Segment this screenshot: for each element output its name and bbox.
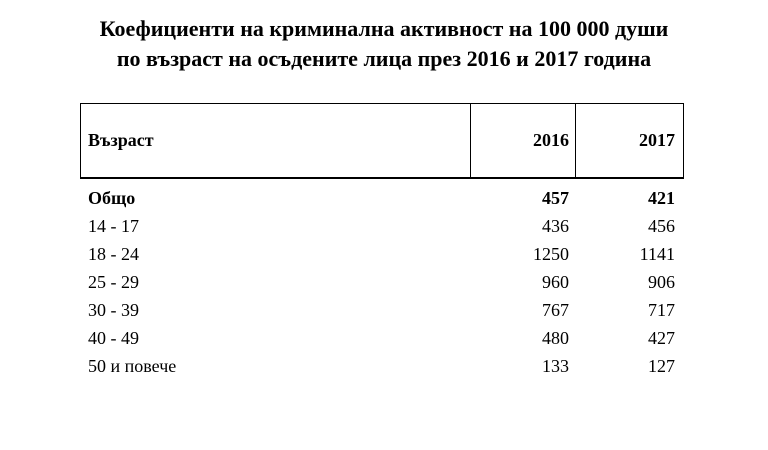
table-row [80, 352, 684, 380]
page-title [0, 14, 768, 74]
table-row-total [80, 184, 684, 212]
table-header [80, 103, 684, 179]
row-value-2017: 1141 [639, 244, 675, 264]
table-row [80, 212, 684, 240]
row-value-2016: 960 [542, 272, 569, 292]
row-value-2016: 133 [542, 356, 569, 376]
table-border-right [683, 104, 684, 177]
row-age: 18 - 24 [88, 244, 139, 264]
row-age: 14 - 17 [88, 216, 139, 236]
row-age: Общо [88, 188, 136, 208]
table-row [80, 240, 684, 268]
row-value-2016: 480 [542, 328, 569, 348]
title-line-1: Коефициенти на криминална активност на 100 000 души [99, 16, 669, 41]
table-row [80, 268, 684, 296]
header-age: Възраст [88, 130, 154, 150]
title-line-2: по възраст на осъдените лица през 2016 и 2017 година [116, 46, 652, 71]
row-value-2016: 767 [542, 300, 569, 320]
row-value-2016: 1250 [533, 244, 569, 264]
table-row [80, 324, 684, 352]
header-2017: 2017 [639, 130, 675, 150]
row-value-2017: 717 [648, 300, 675, 320]
table-border-left [80, 104, 81, 177]
row-age: 25 - 29 [88, 272, 139, 292]
table-body [80, 184, 684, 380]
header-2016: 2016 [533, 130, 569, 150]
row-age: 30 - 39 [88, 300, 139, 320]
row-age: 50 и повече [88, 356, 177, 376]
row-age: 40 - 49 [88, 328, 139, 348]
row-value-2016: 457 [542, 188, 569, 208]
row-value-2017: 421 [648, 188, 675, 208]
row-value-2017: 127 [648, 356, 675, 376]
row-value-2017: 906 [648, 272, 675, 292]
row-value-2017: 456 [648, 216, 675, 236]
table-row [80, 296, 684, 324]
row-value-2016: 436 [542, 216, 569, 236]
row-value-2017: 427 [648, 328, 675, 348]
